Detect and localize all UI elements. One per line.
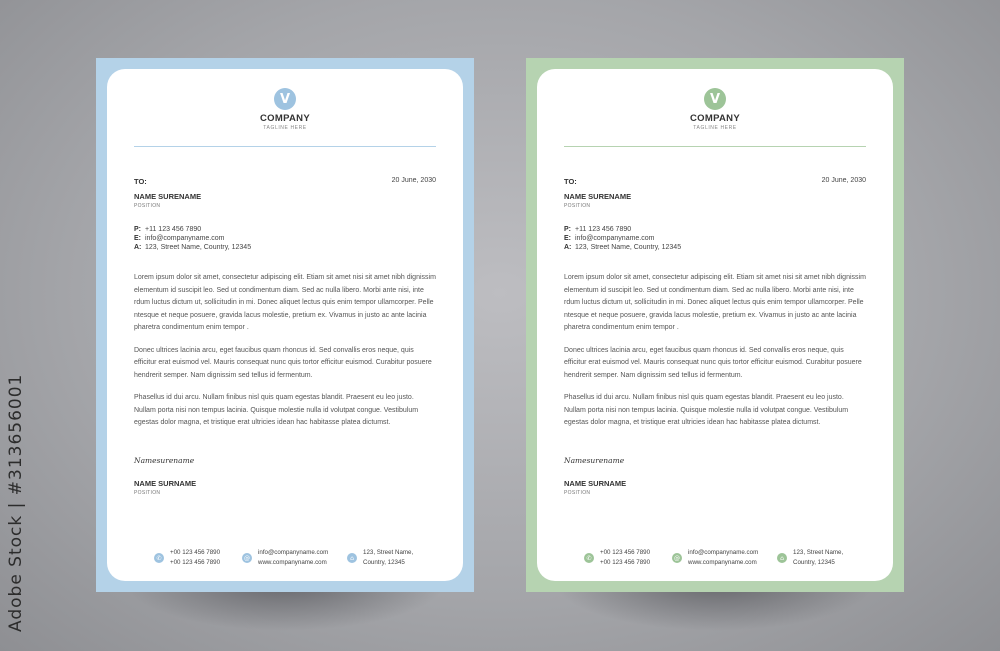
header-rule [564,146,866,147]
body-paragraph: Donec ultrices lacinia arcu, eget faucibus quam rhoncus id. Sed convallis eros neque, quis efficitur erat euismod vel. Mauris consequat nunc quis tortor efficitur euismod. Curabitur posuere hendrerit semper. Nam dignissim sed tellus id fermentum. [564,346,862,379]
footer-web [242,548,328,568]
stock-id-watermark: Adobe Stock | #313656001 [6,373,26,632]
company-name: COMPANY [260,113,310,124]
to-label: TO: [564,177,577,186]
header-rule [134,146,436,147]
phone-key: P: [564,226,571,233]
signature: Namesurename [564,456,625,465]
signer [564,479,626,496]
letterhead-green [526,58,904,592]
signer-name: NAME SURNAME [564,479,627,488]
company-logo [526,88,904,131]
footer-email-line: info@companyname.com [258,549,329,556]
globe-icon: @ [674,554,680,562]
address-value: 123, Street Name, Country, 12345 [145,244,252,251]
recipient-position: POSITION [134,203,161,209]
footer-phone-line: +00 123 456 7890 [170,559,221,566]
company-tagline: TAGLINE HERE [263,125,307,131]
recipient-position: POSITION [564,203,591,209]
footer-web [672,548,758,568]
location-icon: ⌂ [777,553,787,563]
footer-website-line: www.companyname.com [688,559,757,566]
footer-phone-line: +00 123 456 7890 [600,559,651,566]
body-paragraph: Phasellus id dui arcu. Nullam finibus nisl quis quam egestas blandit. Praesent eu leo justo. Nullam porta nisi non tempus lacinia. Quisque molestie nulla id volutpat congue. Vestibulum egestas dolor magna, et tristique erat ultricies idean hac habitasse platea dictumst. [564,394,849,426]
address-value: 123, Street Name, Country, 12345 [575,244,682,251]
email-value: info@companyname.com [575,235,655,242]
signer-position: POSITION [564,490,591,496]
body-paragraph: Donec ultrices lacinia arcu, eget faucibus quam rhoncus id. Sed convallis eros neque, quis efficitur erat euismod vel. Mauris consequat nunc quis tortor efficitur euismod. Curabitur posuere hendrerit semper. Nam dignissim sed tellus id fermentum. [134,346,432,379]
footer-address-line: 123, Street Name, [793,549,844,556]
to-label: TO: [134,177,147,186]
footer-website-line: www.companyname.com [258,559,327,566]
footer-phone-line: +00 123 456 7890 [600,549,651,556]
phone-value: +11 123 456 7890 [145,226,202,233]
footer-address-line: 123, Street Name, [363,549,414,556]
company-logo [96,88,474,131]
recipient-contacts [134,225,251,252]
company-name: COMPANY [690,113,740,124]
letter-body [564,272,866,440]
footer-phone-line: +00 123 456 7890 [170,549,221,556]
body-paragraph: Phasellus id dui arcu. Nullam finibus nisl quis quam egestas blandit. Praesent eu leo justo. Nullam porta nisi non tempus lacinia. Quisque molestie nulla id volutpat congue. Vestibulum egestas dolor magna, et tristique erat ultricies idean hac habitasse platea dictumst. [134,394,419,426]
phone-icon: ✆ [584,553,594,563]
company-tagline: TAGLINE HERE [693,125,737,131]
phone-value: +11 123 456 7890 [575,226,632,233]
footer-address [347,548,413,568]
footer-address [777,548,843,568]
recipient [134,192,201,209]
logo-v-icon: V [274,88,296,110]
email-key: E: [564,235,571,242]
letterhead-blue [96,58,474,592]
letter-date: 20 June, 2030 [391,177,436,184]
footer-phone [154,548,220,568]
letter-body [134,272,436,440]
footer-phone [584,548,650,568]
signature: Namesurename [134,456,195,465]
recipient-contacts [564,225,681,252]
address-key: A: [564,244,572,251]
footer-email-line: info@companyname.com [688,549,759,556]
email-value: info@companyname.com [145,235,225,242]
address-key: A: [134,244,142,251]
email-key: E: [134,235,141,242]
body-paragraph: Lorem ipsum dolor sit amet, consectetur adipiscing elit. Etiam sit amet nisi sit amet nibh dignissim elementum id suscipit leo. Sed ut condimentum diam. Sed ac nulla libero. Morbi ante nisi, inte rdum luctus dictum ut, sollicitudin in mi. Donec aliquet lectus quis enim tempor ullamcorper. Pelle ntesque et neque posuere, gravida lacus molestie, pretium ex. Vivamus in justo ac ante lacinia pharetra condimentum enim tempor . [564,274,866,331]
recipient [564,192,631,209]
footer-address-line: Country, 12345 [793,559,835,566]
location-icon: ⌂ [347,553,357,563]
recipient-name: NAME SURENAME [564,192,632,201]
phone-icon: ✆ [154,553,164,563]
letter-date: 20 June, 2030 [821,177,866,184]
logo-v-icon: V [704,88,726,110]
phone-key: P: [134,226,141,233]
footer-address-line: Country, 12345 [363,559,405,566]
globe-icon: @ [244,554,250,562]
signer-name: NAME SURNAME [134,479,197,488]
recipient-name: NAME SURENAME [134,192,202,201]
signer [134,479,196,496]
signer-position: POSITION [134,490,161,496]
body-paragraph: Lorem ipsum dolor sit amet, consectetur adipiscing elit. Etiam sit amet nisi sit amet nibh dignissim elementum id suscipit leo. Sed ut condimentum diam. Sed ac nulla libero. Morbi ante nisi, inte rdum luctus dictum ut, sollicitudin in mi. Donec aliquet lectus quis enim tempor ullamcorper. Pelle ntesque et neque posuere, gravida lacus molestie, pretium ex. Vivamus in justo ac ante lacinia pharetra condimentum enim tempor . [134,274,436,331]
